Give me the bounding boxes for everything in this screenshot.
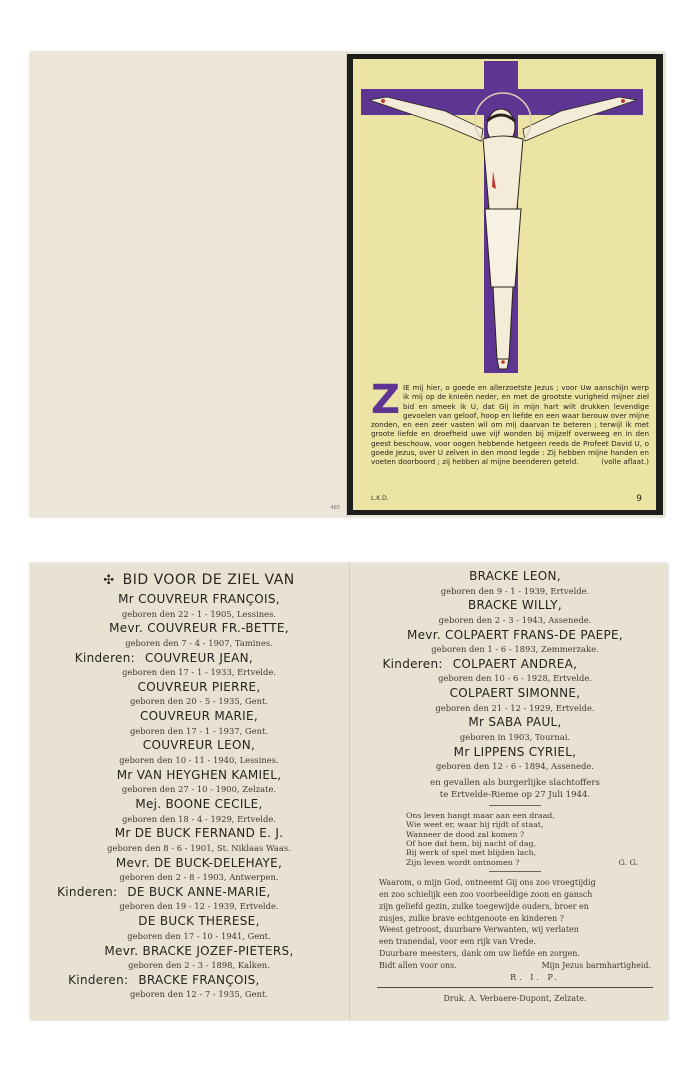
prayer-text-block — [371, 377, 649, 467]
birth-line: geboren den 21 - 12 - 1929, Ertvelde. — [435, 702, 595, 713]
birth-line: geboren den 17 - 10 - 1941, Gent. — [127, 930, 271, 941]
memorial-card-front — [30, 52, 665, 517]
prayer-line: Weest getroost, duurbare Verwanten, wij verlaten — [379, 925, 579, 935]
person-name — [60, 651, 338, 666]
poem-line: Ons leven hangt maar aan een draad, — [406, 811, 555, 821]
person-name — [370, 628, 660, 643]
name-text: Mr DE BUCK FERNAND E. J. — [114, 826, 284, 841]
person-name — [60, 768, 338, 783]
card-code: 485 — [330, 505, 340, 511]
birth-line: geboren den 2 - 3 - 1898, Kalken. — [128, 960, 270, 971]
poem-line: Wie weet er, waar hij rijdt of staat, — [406, 820, 544, 830]
name-text: Mevr. COLPAERT FRANS-DE PAEPE, — [406, 627, 624, 642]
name-text: COUVREUR PIERRE, — [137, 679, 261, 694]
name-text: BRACKE FRANÇOIS, — [138, 972, 260, 987]
birth-line: geboren den 17 - 1 - 1937, Gent. — [129, 725, 269, 736]
person-name — [60, 680, 338, 695]
indulgence-note: (volle aflaat.) — [601, 457, 649, 467]
victims-list-left — [57, 569, 338, 1002]
birth-line: geboren den 12 - 7 - 1935, Gent. — [129, 989, 269, 1000]
closing-prayer — [379, 877, 651, 972]
poem — [406, 811, 638, 867]
birth-line: geboren in 1903, Tournai. — [459, 731, 571, 742]
poem-line: Bij werk of spel met blijden lach, — [406, 848, 537, 858]
crucifix-illustration — [353, 59, 656, 379]
birth-line: geboren den 2 - 8 - 1903, Antwerpen. — [119, 872, 279, 883]
person-name — [60, 797, 338, 812]
poem-line: Zijn leven wordt ontnomen ? — [406, 857, 520, 867]
person-name — [57, 884, 338, 900]
person-name — [60, 944, 338, 959]
name-text: COLPAERT ANDREA, — [452, 656, 578, 671]
birth-line: geboren den 9 - 1 - 1939, Ertvelde. — [440, 585, 590, 596]
birth-line: geboren den 18 - 4 - 1929, Ertvelde. — [122, 813, 276, 824]
victims-line-1: en gevallen als burgerlijke slachtoffers — [430, 778, 600, 789]
name-text: Mr SABA PAUL, — [468, 715, 562, 730]
divider — [489, 805, 541, 806]
person-name — [60, 621, 338, 636]
name-text: COLPAERT SIMONNE, — [449, 686, 581, 701]
prayer-text: IE mij hier, o goede en allerzoetste Jezus ; voor Uw aanschijn werp ik mij op de knieën neder, en met de grootste vurigheid mijner ziel bid en smeek ik U, dat Gij in mijn hart wilt drukken levendige gevoelen van geloof, hoop en liefde en een waar berouw over mijne zonden, en een zeer vasten wil om mij daarvan te beteren ; terwijl ik met groote liefde en droefheid uwe vijf wonden bij mijzelf overweeg en in den geest beschouw, voor oogen hebbende hetgeen reeds de Profeet David U, o goede Jezus, over U zelven in den mond legde : Zij hebben mijne handen en voeten doorboord ; zij hebben al mijne beenderen geteld. — [371, 383, 649, 467]
name-text: Mr COUVREUR FRANÇOIS, — [118, 592, 280, 606]
children-label: Kinderen: — [57, 884, 118, 899]
name-text: DE BUCK THERESE, — [138, 914, 260, 929]
birth-line: geboren den 17 - 1 - 1933, Ertvelde. — [122, 667, 276, 678]
birth-line: geboren den 2 - 3 - 1943, Assenede. — [438, 614, 592, 625]
children-label: Kinderen: — [74, 650, 135, 665]
poem-signature: G. G. — [618, 857, 638, 867]
feet-wound — [501, 360, 505, 364]
right-hand-wound — [621, 99, 625, 103]
rip: R. I. P. — [510, 973, 560, 983]
card-heading — [60, 569, 338, 592]
birth-line: geboren den 12 - 6 - 1894, Assenede. — [436, 761, 594, 772]
bottom-rule — [377, 987, 653, 988]
cross-icon: ✣ — [103, 573, 115, 588]
birth-line: geboren den 8 - 6 - 1901, St. Niklaas Waas. — [107, 842, 291, 853]
loincloth — [485, 209, 521, 287]
divider — [489, 871, 541, 872]
birth-line: geboren den 20 - 5 - 1935, Gent. — [129, 696, 269, 707]
entries-left — [57, 592, 338, 1002]
christ-legs — [493, 287, 513, 359]
victims-statement — [370, 778, 660, 801]
person-name — [60, 973, 338, 988]
name-text: COUVREUR JEAN, — [145, 650, 253, 665]
name-text: Mevr. BRACKE JOZEF-PIETERS, — [104, 943, 294, 958]
prayer-line: en zoo schielijk een zoo voorbeeldige zoon en gansch — [379, 889, 593, 899]
memorial-card-back — [30, 563, 668, 1020]
name-text: BRACKE WILLY, — [468, 598, 562, 613]
prayer-line: zusjes, zulke brave echtgenoote en kinderen ? — [379, 913, 564, 923]
holy-picture — [353, 59, 656, 510]
person-name — [370, 715, 660, 730]
christ-torso — [483, 136, 523, 212]
person-name — [60, 856, 338, 871]
printer-credit: Druk. A. Verbaere-Dupont, Zelzate. — [443, 994, 587, 1004]
fold-line — [349, 563, 350, 1020]
name-text: BRACKE LEON, — [469, 569, 561, 583]
children-label: Kinderen: — [68, 972, 129, 987]
birth-line: geboren den 19 - 12 - 1939, Ertvelde. — [119, 901, 279, 912]
printer-mark: L.K.D. — [371, 495, 389, 502]
children-label: Kinderen: — [382, 656, 443, 671]
entries-right — [370, 569, 660, 774]
person-name — [370, 598, 660, 613]
name-text: COUVREUR LEON, — [142, 738, 256, 753]
prayer-line: Waarom, o mijn God, ontneemt Gij ons zoo vroegtijdig — [379, 877, 596, 887]
person-name — [370, 569, 660, 584]
prayer-line: Duurbare meesters, dank om uw liefde en zorgen. — [379, 949, 580, 959]
name-text: Mevr. COUVREUR FR.-BETTE, — [109, 621, 289, 636]
name-text: COUVREUR MARIE, — [139, 709, 258, 724]
person-name — [60, 738, 338, 753]
victims-list-right — [370, 569, 660, 1003]
closing-line — [379, 960, 651, 972]
name-text: Mr VAN HEYGHEN KAMIEL, — [116, 767, 282, 782]
birth-line: geboren den 10 - 11 - 1940, Lessines. — [119, 754, 279, 765]
left-hand-wound — [381, 99, 385, 103]
poem-line: Wanneer de dood zal komen ? — [406, 829, 525, 839]
card-number: 9 — [636, 494, 642, 504]
birth-line: geboren den 10 - 6 - 1928, Ertvelde. — [438, 673, 592, 684]
birth-line: geboren den 22 - 1 - 1905, Lessines. — [121, 608, 277, 619]
person-name — [60, 709, 338, 724]
closing-right: Mijn Jezus barmhartigheid. — [541, 961, 651, 971]
victims-line-2: te Ertvelde-Rieme op 27 Juli 1944. — [439, 789, 591, 800]
name-text: Mej. BOONE CECILE, — [135, 797, 263, 812]
person-name — [60, 592, 338, 607]
blank-inner-page — [30, 52, 346, 517]
prayer-line: zijn geliefd gezin, zulke toegewijde ouders, broer en — [379, 901, 589, 911]
poem-line: Of hoe dat hem, bij nacht of dag, — [406, 838, 537, 848]
prayer-line: een tranendal, voor een rijk van Vrede. — [379, 937, 537, 947]
drop-cap: Z — [371, 377, 401, 423]
birth-line: geboren den 7 - 4 - 1907, Tamines. — [125, 637, 273, 648]
person-name — [60, 914, 338, 929]
person-name — [370, 745, 660, 760]
person-name — [370, 657, 660, 672]
birth-line: geboren den 27 - 10 - 1900, Zelzate. — [121, 784, 277, 795]
person-name — [60, 826, 338, 841]
name-text: DE BUCK ANNE-MARIE, — [127, 884, 271, 899]
name-text: Mr LIPPENS CYRIEL, — [453, 744, 577, 759]
name-text: Mevr. DE BUCK-DELEHAYE, — [115, 855, 283, 870]
closing-left: Bidt allen voor ons. — [379, 961, 457, 971]
heading-text: BID VOOR DE ZIEL VAN — [122, 572, 295, 588]
person-name — [370, 686, 660, 701]
mourning-border — [347, 54, 663, 515]
birth-line: geboren den 1 - 6 - 1893, Zemmerzake. — [431, 644, 599, 655]
